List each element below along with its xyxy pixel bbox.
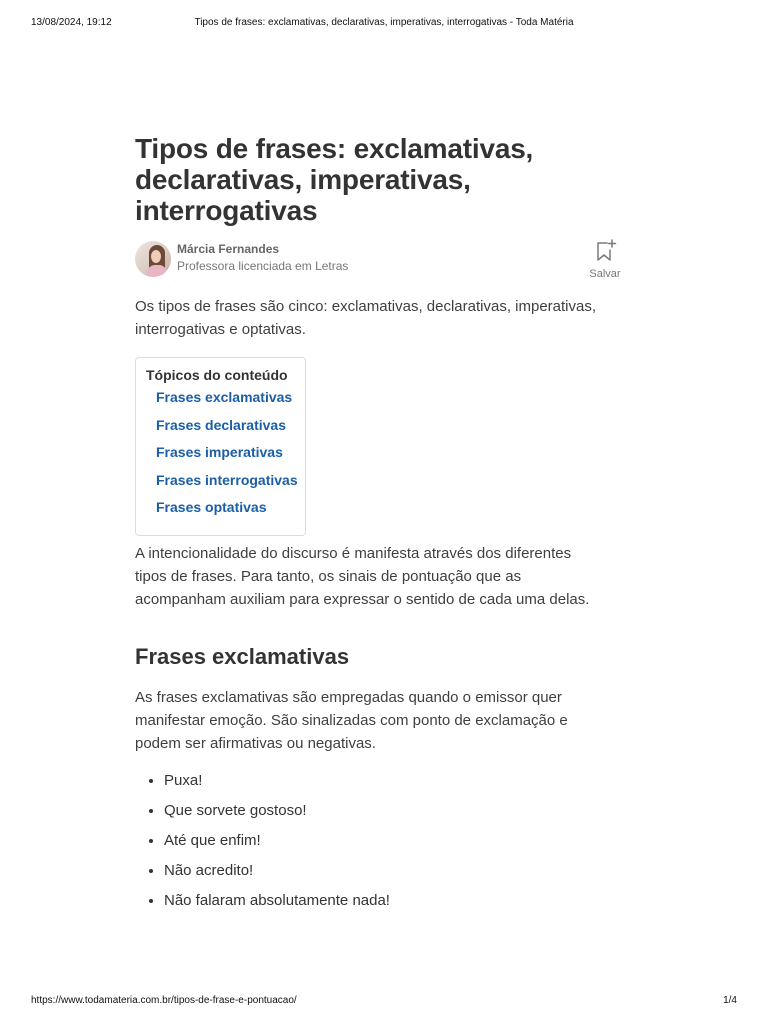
bookmark-add-icon — [595, 239, 617, 263]
text-line: A intencionalidade do discurso é manifesta através dos diferentes — [135, 545, 572, 562]
text-line: podem ser afirmativas ou negativas. — [135, 735, 376, 752]
toc-list — [146, 388, 305, 516]
title-line: Tipos de frases: exclamativas, — [135, 133, 534, 164]
author-name[interactable]: Márcia Fernandes — [177, 242, 280, 256]
toc-title: Tópicos do conteúdo — [146, 367, 288, 383]
print-header — [0, 17, 768, 31]
list-item: • Não acredito! — [164, 861, 635, 881]
page-title — [135, 133, 635, 226]
text-line: tipos de frases. Para tanto, os sinais de pontuação que as — [135, 568, 522, 585]
examples-list — [135, 771, 635, 911]
section-paragraph — [135, 686, 635, 755]
author-avatar[interactable] — [135, 241, 171, 277]
page-number: 1/4 — [723, 995, 737, 1006]
list-item: • Até que enfim! — [164, 831, 635, 851]
toc-link-optativas[interactable]: Frases optativas — [156, 499, 267, 516]
text-line: As frases exclamativas são empregadas quando o emissor quer — [135, 689, 562, 706]
toc-link-declarativas[interactable]: Frases declarativas — [156, 416, 286, 433]
save-button[interactable] — [585, 239, 625, 285]
save-label: Salvar — [589, 268, 621, 280]
intro-paragraph — [135, 295, 635, 341]
toc-link-exclamativas[interactable]: Frases exclamativas — [156, 389, 293, 405]
title-line: declarativas, imperativas, — [135, 164, 471, 195]
print-doc-title: Tipos de frases: exclamativas, declarativas, imperativas, interrogativas - Toda Matéria — [194, 17, 574, 28]
list-item: • Não falaram absolutamente nada! — [164, 891, 635, 911]
toc-link-imperativas[interactable]: Frases imperativas — [156, 444, 283, 461]
text-line: manifestar emoção. São sinalizadas com ponto de exclamação e — [135, 712, 568, 729]
table-of-contents — [135, 357, 306, 536]
print-footer — [0, 995, 768, 1009]
text-line: Os tipos de frases são cinco: exclamativas, declarativas, imperativas, — [135, 298, 597, 315]
author-role: Professora licenciada em Letras — [177, 259, 349, 273]
title-line: interrogativas — [135, 195, 318, 226]
print-url: https://www.todamateria.com.br/tipos-de-frase-e-pontuacao/ — [31, 995, 297, 1006]
paragraph — [135, 542, 635, 611]
article — [135, 133, 635, 921]
author-byline — [135, 241, 635, 289]
list-item: • Que sorvete gostoso! — [164, 801, 635, 821]
text-line: acompanham auxiliam para expressar o sentido de cada uma delas. — [135, 591, 590, 608]
toc-link-interrogativas[interactable]: Frases interrogativas — [156, 471, 298, 488]
print-date: 13/08/2024, 19:12 — [31, 17, 112, 28]
list-item: • Puxa! — [164, 771, 635, 791]
section-heading: Frases exclamativas — [135, 644, 350, 669]
text-line: interrogativas e optativas. — [135, 321, 306, 338]
